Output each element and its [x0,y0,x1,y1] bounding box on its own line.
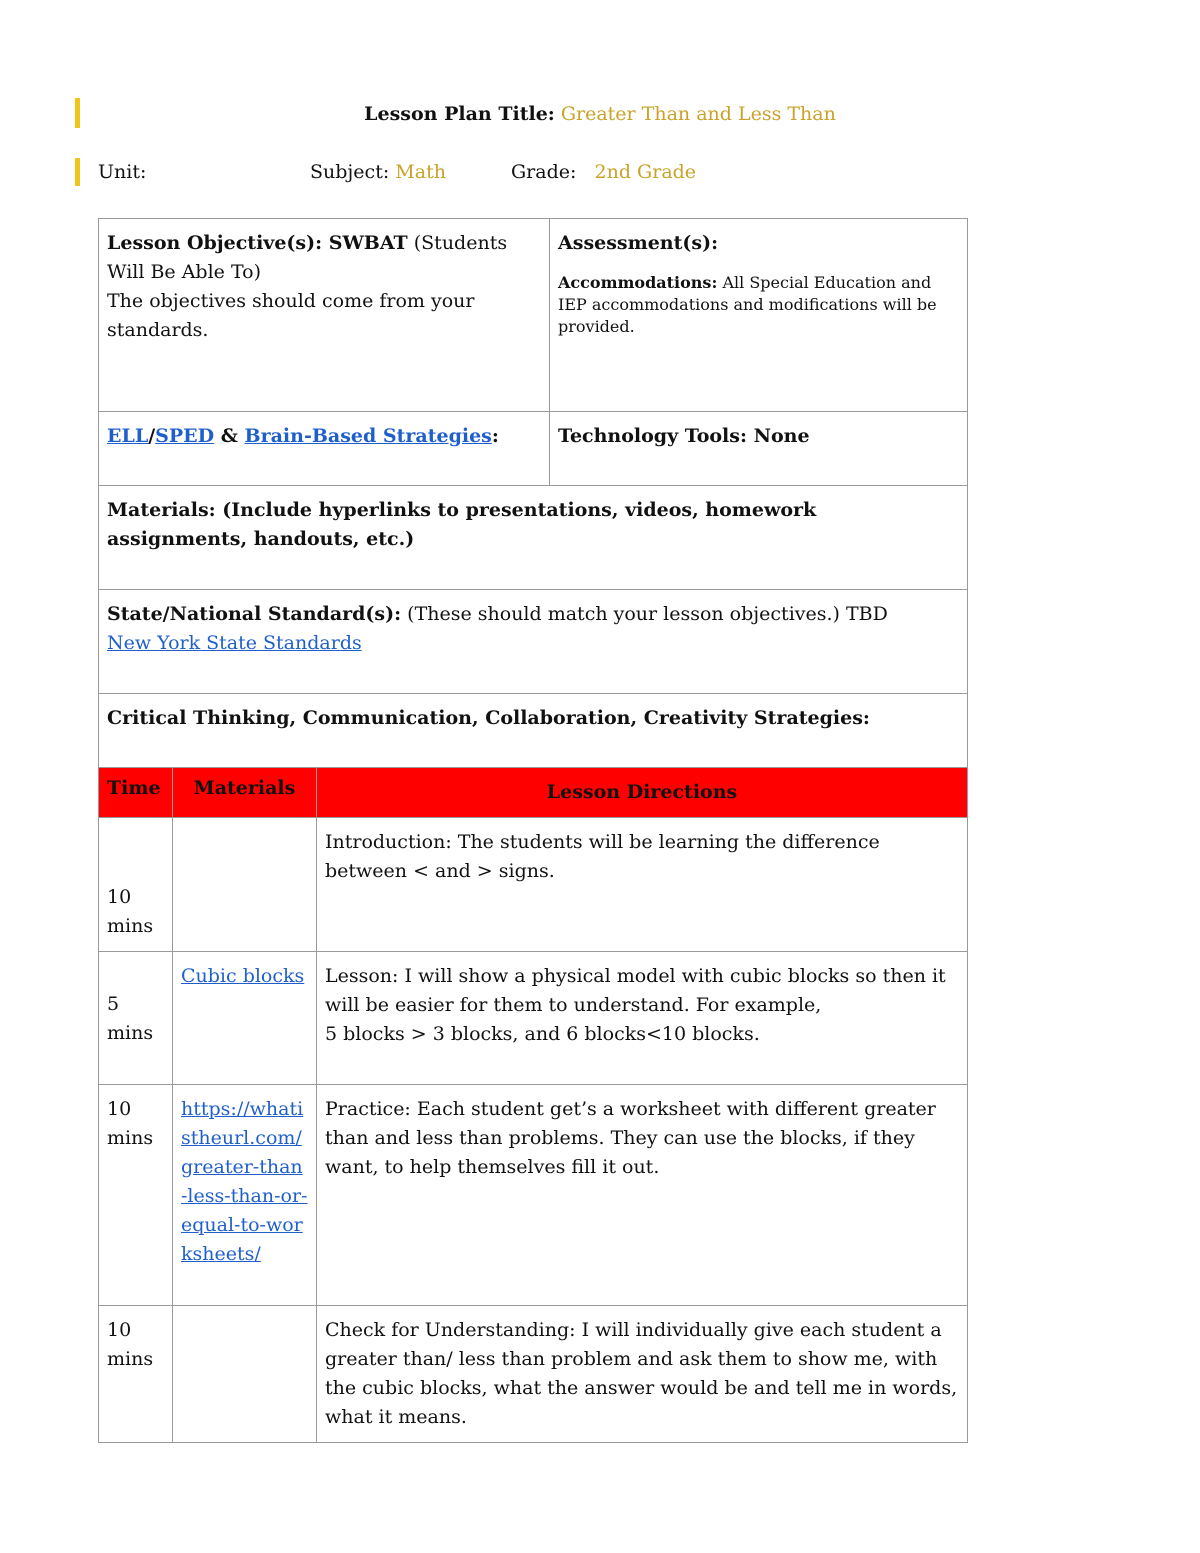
material-cell [173,818,317,952]
sped-link[interactable]: SPED [155,425,215,447]
directions-cell: Practice: Each student get’s a worksheet with different greater than and less than problems. They can use the blocks, if they want, to help themselves fill it out. [317,1085,968,1306]
subject-field [310,161,446,183]
lesson-plan-table [98,218,968,1443]
technology-text: Technology Tools: None [558,425,810,447]
materials-header: Materials [173,768,317,818]
ell-link[interactable]: ELL [107,425,149,447]
brain-based-link[interactable]: Brain-Based Strategies [244,425,492,447]
directions-header: Lesson Directions [317,768,968,818]
lesson-plan-title [0,103,1200,125]
subject-label: Subject: [310,161,390,183]
title-value: Greater Than and Less Than [560,103,836,125]
directions-example: 5 blocks > 3 blocks, and 6 blocks<10 blocks. [325,1023,760,1045]
material-cell [173,1306,317,1443]
table-row [99,952,968,1085]
standards-text: (These should match your lesson objectives.) TBD [407,603,888,625]
accommodations [558,272,959,338]
directions-cell [317,952,968,1085]
grade-field [511,161,696,183]
subject-value: Math [395,161,446,183]
table-row [99,818,968,952]
material-cell [173,952,317,1085]
critical-thinking-text: Critical Thinking, Communication, Collaboration, Creativity Strategies: [107,707,870,729]
material-cell [173,1085,317,1306]
table-row [99,1306,968,1443]
time-cell: 5 mins [99,952,173,1085]
strategies-cell [99,412,550,486]
critical-thinking-cell [99,694,968,768]
worksheet-link[interactable]: https://whatistheurl.com/greater-than-less-than-or-equal-to-worksheets/ [181,1098,308,1265]
objectives-paren: (Students Will Be Able To) [107,232,508,283]
directions-cell: Introduction: The students will be learning the difference between < and > signs. [317,818,968,952]
technology-cell [550,412,968,486]
strategies-slash: / [148,425,156,447]
objectives-text: The objectives should come from your standards. [107,290,475,341]
objectives-label: Lesson Objective(s): SWBAT [107,232,408,254]
time-header: Time [99,768,173,818]
assessment-label: Assessment(s): [558,232,719,254]
cubic-blocks-link[interactable]: Cubic blocks [181,965,305,987]
margin-marker-unit [75,158,80,186]
title-label: Lesson Plan Title: [364,103,555,125]
accommodations-text: All Special Education and IEP accommodations and modifications will be provided. [558,273,937,336]
ny-standards-link[interactable]: New York State Standards [107,632,362,654]
standards-cell [99,590,968,694]
materials-cell [99,486,968,590]
strategies-amp: & [220,425,238,447]
accommodations-label: Accommodations: [558,273,718,292]
materials-text: Materials: (Include hyperlinks to presentations, videos, homework assignments, handouts, etc.) [107,499,817,550]
assessment-cell [550,219,968,412]
directions-text: Lesson: I will show a physical model with cubic blocks so then it will be easier for them to understand. For example, [325,965,946,1016]
time-cell: 10 mins [99,1306,173,1443]
table-row [99,1085,968,1306]
grade-value: 2nd Grade [594,161,697,183]
standards-label: State/National Standard(s): [107,603,402,625]
time-cell: 10 mins [99,1085,173,1306]
unit-label: Unit: [98,161,147,183]
strategies-colon: : [491,425,499,447]
time-cell: 10 mins [99,818,173,952]
grade-label: Grade: [511,161,577,183]
objectives-cell [99,219,550,412]
directions-cell: Check for Understanding: I will individually give each student a greater than/ less than problem and ask them to show me, with the cubic blocks, what the answer would be and tell me in words, what it means. [317,1306,968,1443]
